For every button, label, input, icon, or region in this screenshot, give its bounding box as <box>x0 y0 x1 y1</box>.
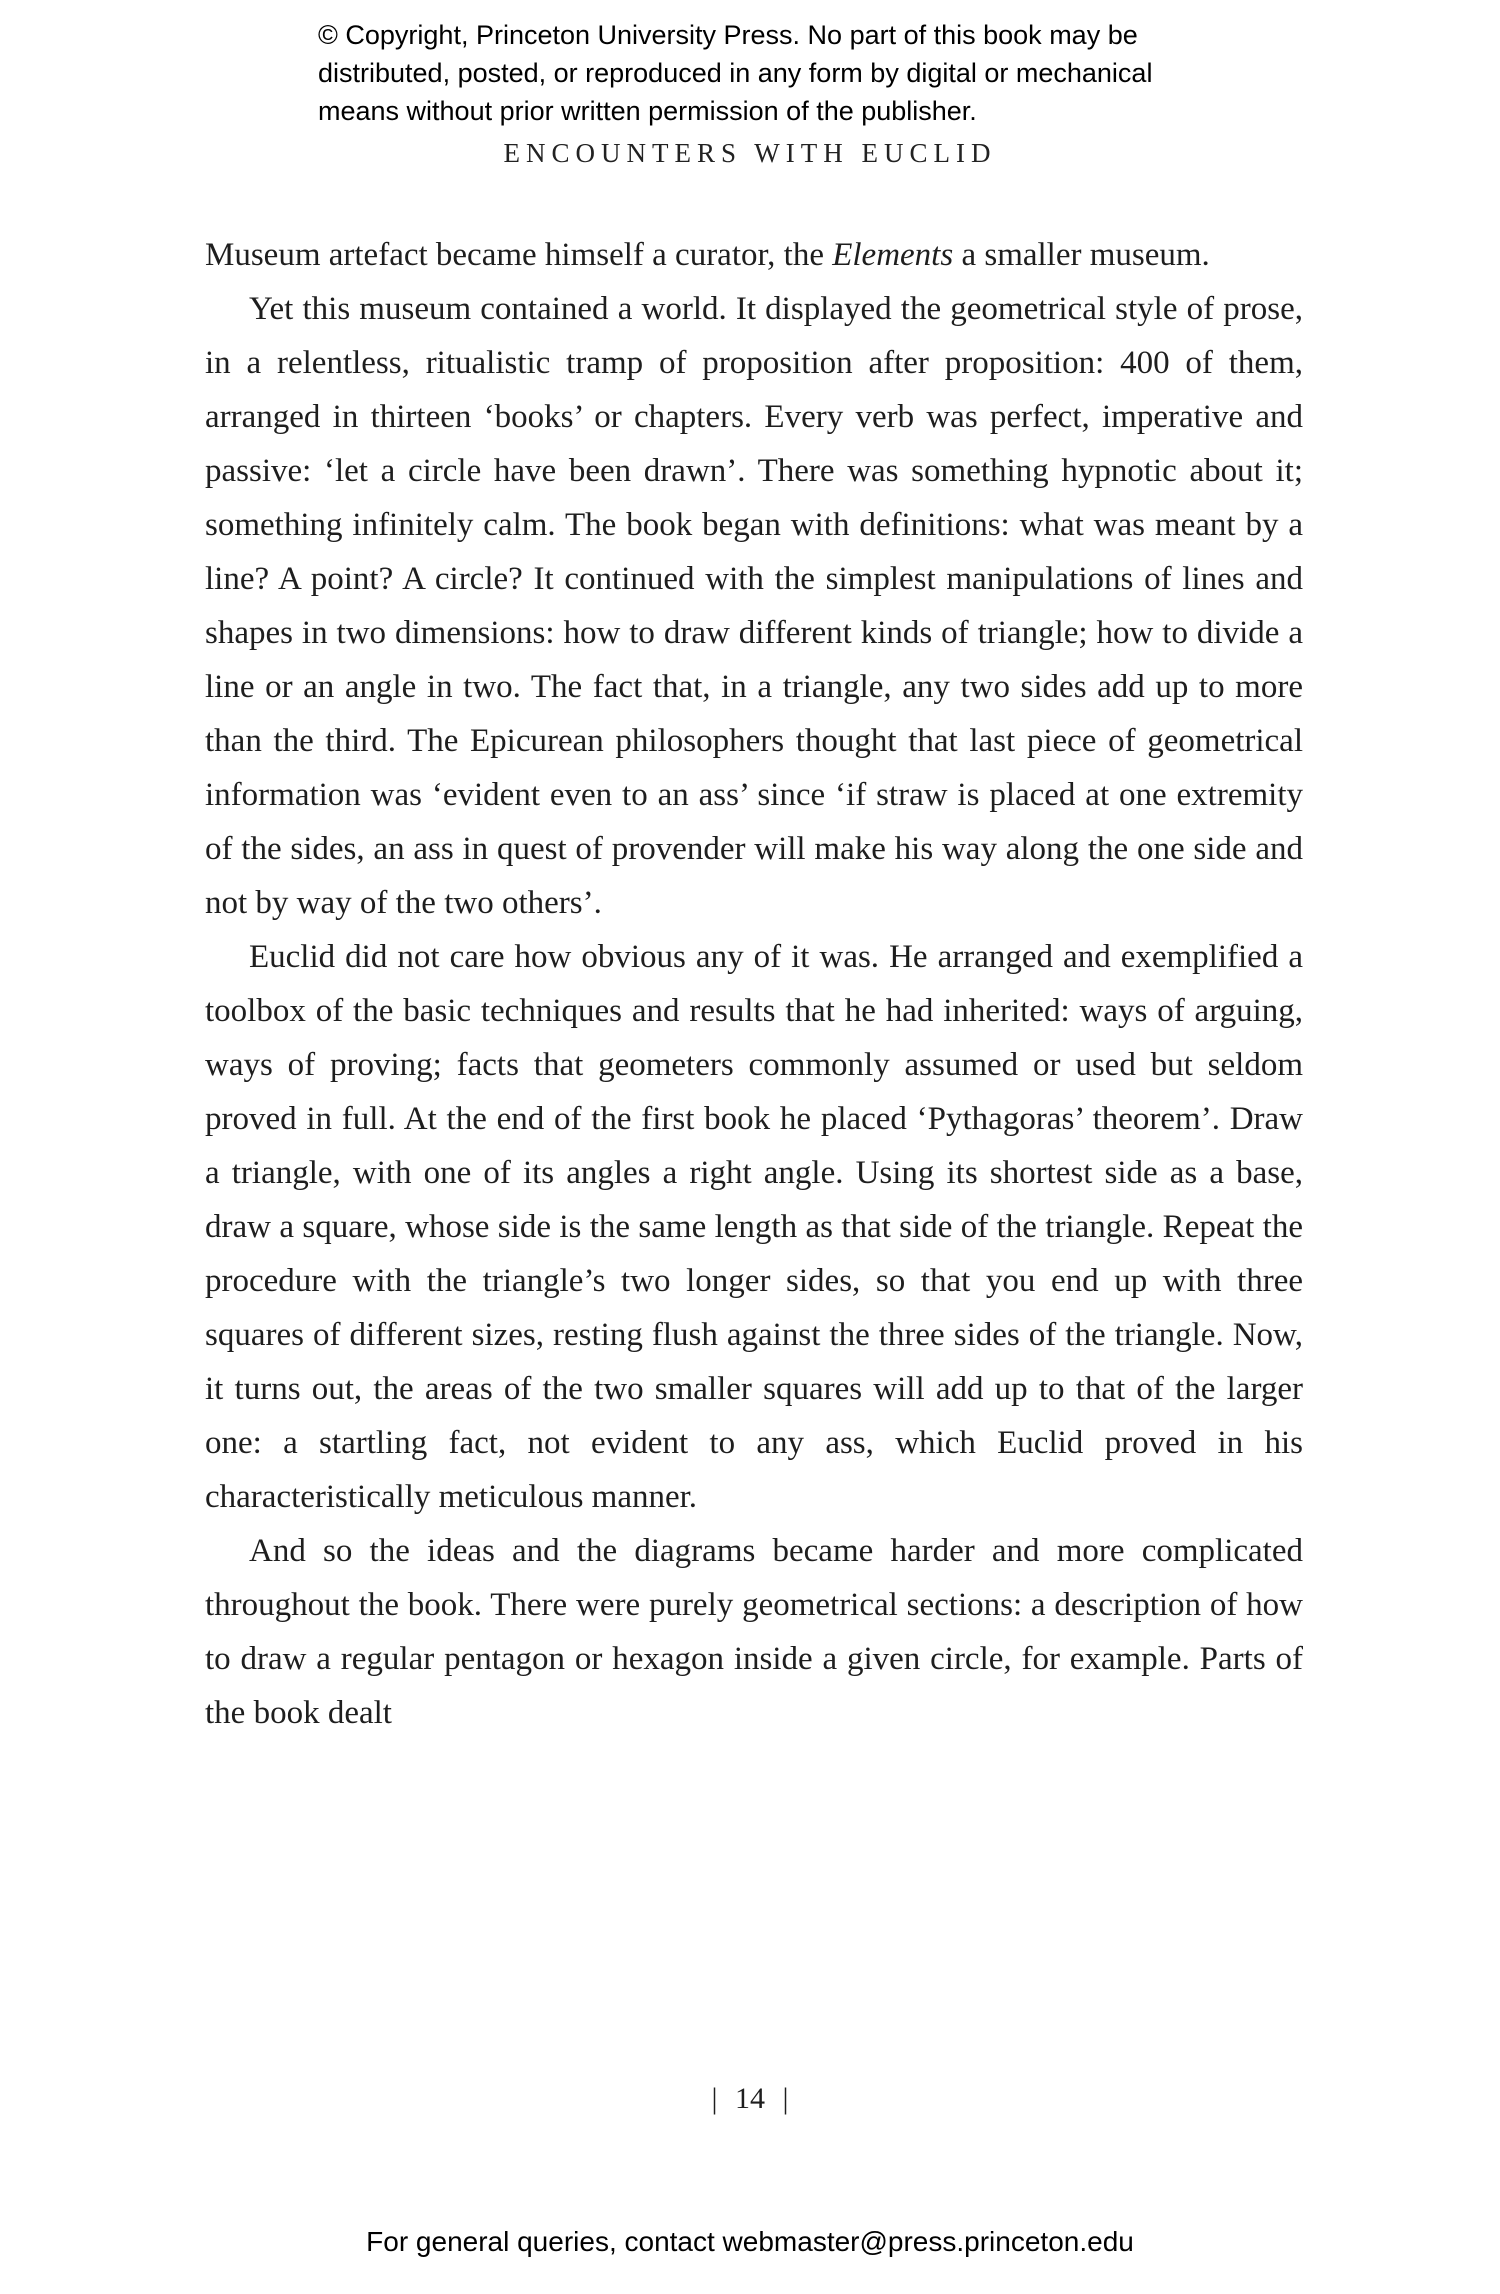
copyright-line-1: © Copyright, Princeton University Press. No part of this book may be <box>318 20 1138 50</box>
footer-query-line: For general queries, contact webmaster@press.princeton.edu <box>366 2226 1134 2257</box>
copyright-notice <box>318 16 1218 130</box>
paragraph-2: Yet this museum contained a world. It displayed the geometrical style of prose, in a relentless, ritualistic tramp of proposition after proposition: 400 of them, arranged in thirteen ‘books’ or chapters. Every verb was perfect, imperative and passive: ‘let a circle have been drawn’. There was something hypnotic about it; something infinitely calm. The book began with definitions: what was meant by a line? A point? A circle? It continued with the simplest manipulations of lines and shapes in two dimensions: how to draw different kinds of triangle; how to divide a line or an angle in two. The fact that, in a triangle, any two sides add up to more than the third. The Epicurean philosophers thought that last piece of geometrical information was ‘evident even to an ass’ since ‘if straw is placed at one extremity of the sides, an ass in quest of provender will make his way along the one side and not by way of the two others’. <box>205 291 1303 921</box>
paragraph-1-text-after: a smaller museum. <box>953 237 1210 273</box>
paragraph-4: And so the ideas and the diagrams became harder and more complicated throughout the book. There were purely geometrical sections: a description of how to draw a regular pentagon or hexagon inside a given circle, for example. Parts of the book dealt <box>205 1533 1303 1731</box>
copyright-line-2: distributed, posted, or reproduced in any form by digital or mechanical <box>318 58 1153 88</box>
copyright-line-3: means without prior written permission of the publisher. <box>318 96 977 126</box>
body-text <box>205 228 1303 1740</box>
paragraph-3: Euclid did not care how obvious any of it was. He arranged and exemplified a toolbox of the basic techniques and results that he had inherited: ways of arguing, ways of proving; facts that geometers commonly assumed or used but seldom proved in full. At the end of the first book he placed ‘Pythagoras’ theorem’. Draw a triangle, with one of its angles a right angle. Using its shortest side as a base, draw a square, whose side is the same length as that side of the triangle. Repeat the procedure with the triangle’s two longer sides, so that you end up with three squares of different sizes, resting flush against the three sides of the triangle. Now, it turns out, the areas of the two smaller squares will add up to that of the larger one: a startling fact, not evident to any ass, which Euclid proved in his characteristically meticulous manner. <box>205 939 1303 1515</box>
paragraph-1 <box>205 228 1303 282</box>
running-head: ENCOUNTERS WITH EUCLID <box>503 138 997 168</box>
paragraph-1-italic-title: Elements <box>832 237 954 273</box>
page-number: | 14 | <box>711 2082 789 2115</box>
paragraph-1-text-before: Museum artefact became himself a curator, the <box>205 237 833 273</box>
